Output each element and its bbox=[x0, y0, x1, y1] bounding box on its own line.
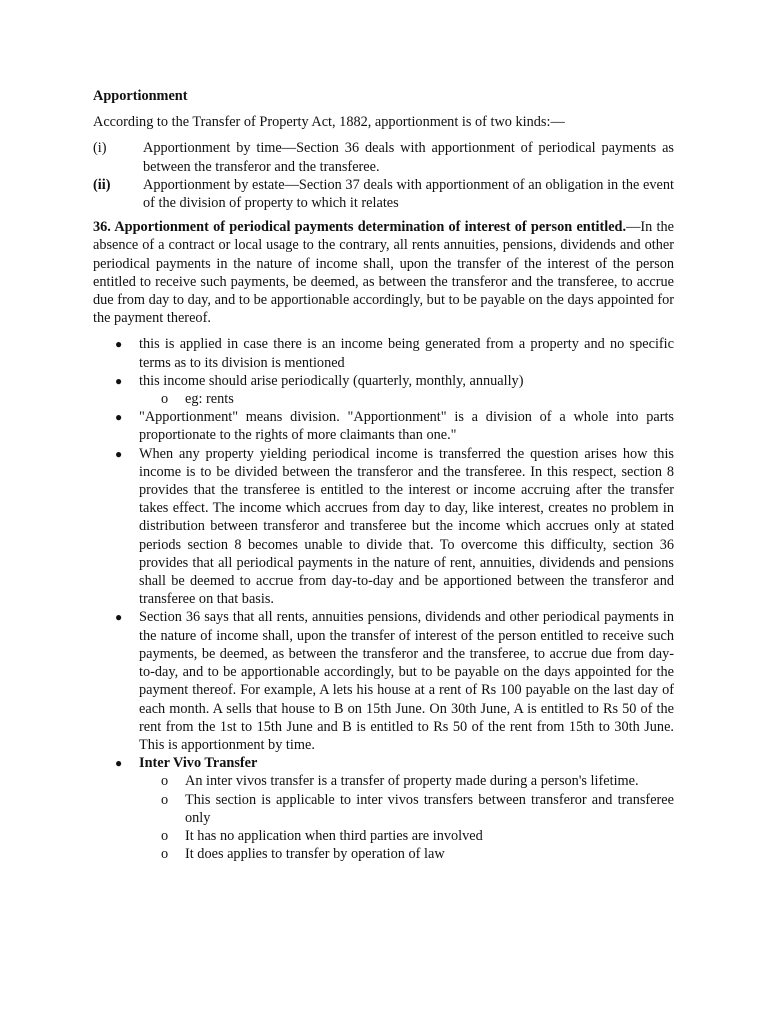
sub-list-item-text: eg: rents bbox=[185, 391, 234, 408]
circle-bullet-icon: o bbox=[161, 391, 169, 408]
bullet-list bbox=[93, 335, 674, 863]
sub-list-item bbox=[139, 772, 674, 790]
kind-text: Apportionment by estate—Section 37 deals with apportionment of an obligation in the event of the division of property to which it relates bbox=[143, 176, 674, 212]
list-item-text: Inter Vivo Transfer bbox=[139, 755, 258, 772]
circle-bullet-icon: o bbox=[161, 846, 169, 863]
list-item bbox=[93, 372, 674, 408]
sub-list-item-text: This section is applicable to inter vivos transfers between transferor and transferee only bbox=[185, 791, 674, 826]
list-item bbox=[93, 408, 674, 444]
kind-item bbox=[93, 139, 674, 175]
sub-list-item-text: It has no application when third parties are involved bbox=[185, 827, 483, 844]
circle-bullet-icon: o bbox=[161, 827, 169, 844]
sub-list-item bbox=[139, 827, 674, 845]
list-item-text: Section 36 says that all rents, annuities pensions, dividends and other periodical payments in the nature of income shall, upon the transfer of interest of the person entitled to receive such payments, be deemed, as between the transferor and the transferee, to accrue due from day-to-day, and to be apportionable accordingly, but to be payable on the days appointed for the payment thereof. For example, A lets his house at a rent of Rs 100 payable on the last day of each month. A sells that house to B on 15th June. On 30th June, A is entitled to Rs 50 of the rent from the 1st to 15th June and B is entitled to Rs 50 of the rent from 15th to 30th June. This is apportionment by time. bbox=[139, 609, 674, 753]
sub-list-item bbox=[139, 390, 674, 408]
list-item bbox=[93, 608, 674, 754]
bullet-icon: ● bbox=[115, 410, 123, 425]
sub-list-item-text: An inter vivos transfer is a transfer of property made during a person's lifetime. bbox=[185, 773, 639, 790]
section-36-paragraph bbox=[93, 218, 674, 327]
sub-list bbox=[139, 772, 674, 863]
list-item-text: this income should arise periodically (quarterly, monthly, annually) bbox=[139, 372, 524, 389]
sub-list-item-text: It does applies to transfer by operation of law bbox=[185, 846, 445, 863]
list-item bbox=[93, 754, 674, 863]
list-item bbox=[93, 445, 674, 609]
list-item-text: When any property yielding periodical income is transferred the question arises how this income is to be divided between the transferor and the transferee. In this respect, section 8 provides that the transferee is entitled to the interest or income accruing after the transfer takes effect. The income which accrues from day to day, like interest, creates no problem in distribution between transferor and transferee but the income which accrues only at stated periods section 8 becomes unable to divide that. To overcome this difficulty, section 36 provides that all periodical payments in the nature of rent, annuities, dividends and pensions shall be deemed to accrue from day-to-day and be apportioned between the transferor and transferee on that basis. bbox=[139, 445, 674, 608]
kind-text: Apportionment by time—Section 36 deals with apportionment of periodical payments as between the transferor and the transferee. bbox=[143, 140, 674, 175]
sub-list-item bbox=[139, 791, 674, 827]
bullet-icon: ● bbox=[115, 446, 123, 461]
bullet-icon: ● bbox=[115, 337, 123, 352]
sub-list bbox=[139, 390, 674, 408]
section-36-title: 36. Apportionment of periodical payments determination of interest of person entitled. bbox=[93, 219, 627, 236]
intro-paragraph: According to the Transfer of Property Act, 1882, apportionment is of two kinds:— bbox=[93, 114, 565, 131]
document-heading: Apportionment bbox=[93, 88, 188, 104]
list-item bbox=[93, 335, 674, 371]
circle-bullet-icon: o bbox=[161, 773, 169, 790]
bullet-icon: ● bbox=[115, 756, 123, 771]
section-36-body: —In the absence of a contract or local usage to the contrary, all rents annuities, pensions, dividends and other periodical payments in the nature of income shall, upon the transfer of the interest of the person entitled to receive such payments, be deemed, as between the transferor and the transferee, to accrue due from day to day, and to be apportionable accordingly, but to be payable on the days appointed for the payment thereof. bbox=[93, 219, 675, 327]
list-item-text: "Apportionment" means division. "Apportionment" is a division of a whole into parts proportionate to the rights of more claimants than one." bbox=[139, 409, 674, 444]
kind-number: (ii) bbox=[93, 176, 111, 193]
kinds-list bbox=[93, 139, 674, 212]
kind-number: (i) bbox=[93, 140, 107, 157]
bullet-icon: ● bbox=[115, 610, 123, 625]
sub-list-item bbox=[139, 845, 674, 863]
list-item-text: this is applied in case there is an income being generated from a property and no specific terms as to its division is mentioned bbox=[139, 336, 674, 371]
document-page bbox=[93, 87, 674, 863]
circle-bullet-icon: o bbox=[161, 791, 169, 808]
kind-item bbox=[93, 176, 674, 212]
bullet-icon: ● bbox=[115, 373, 123, 388]
